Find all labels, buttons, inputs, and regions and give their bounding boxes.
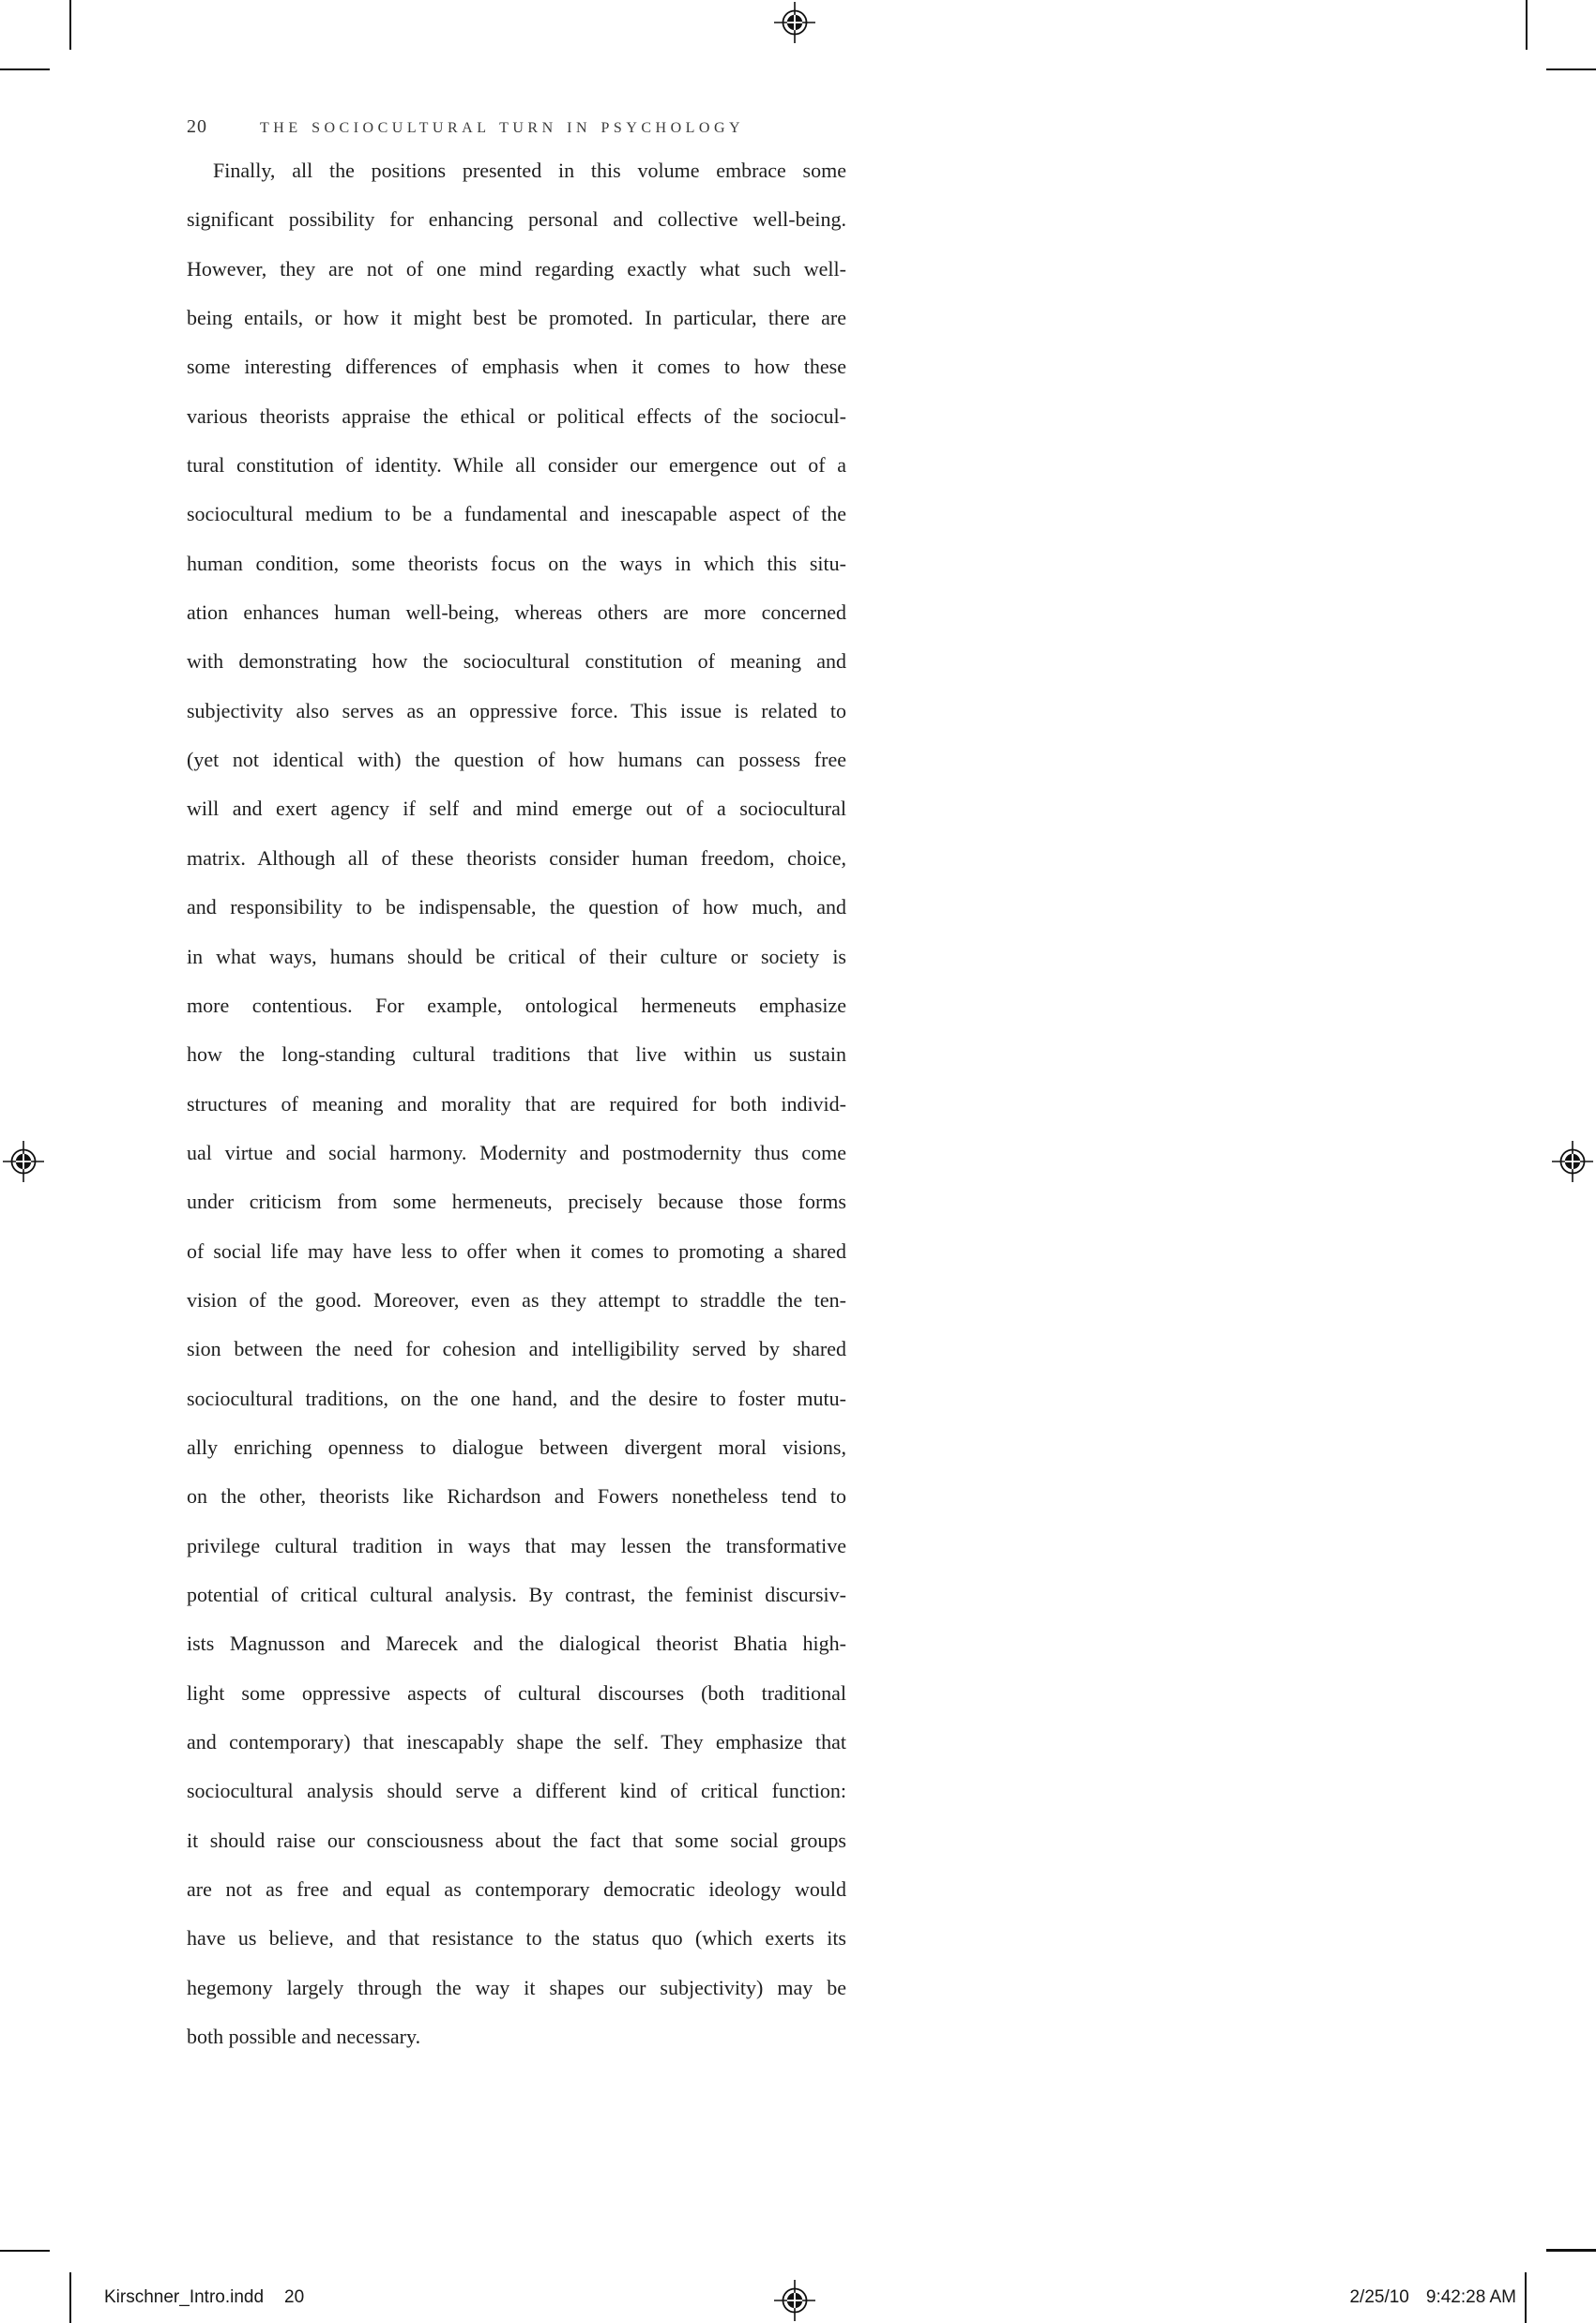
body-text-line: with demonstrating how the sociocultural constitution of meaning and [187,649,846,674]
body-text-line: ists Magnusson and Marecek and the dialogical theorist Bhatia high- [187,1632,846,1656]
body-text-line: significant possibility for enhancing personal and collective well-being. [187,207,846,232]
body-text-line: will and exert agency if self and mind emerge out of a sociocultural [187,797,846,821]
running-head-title: THE SOCIOCULTURAL TURN IN PSYCHOLOGY [260,120,745,136]
registration-target-icon [3,1141,44,1182]
page-number: 20 [187,116,207,137]
body-text-line: ual virtue and social harmony. Modernity and postmodernity thus come [187,1140,846,1164]
body-text-line: light some oppressive aspects of cultural discourses (both traditional [187,1680,846,1705]
body-text-line: how the long-standing cultural traditions that live within us sustain [187,1042,846,1067]
body-text-line: privilege cultural tradition in ways that may lessen the transformative [187,1533,846,1557]
crop-mark-bottom-right-horizontal [1546,2249,1596,2252]
body-text-line: Finally, all the positions presented in this volume embrace some [213,159,846,182]
body-text-line: hegemony largely through the way it shapes our subjectivity) may be [187,1975,846,1999]
registration-target-icon [774,2280,815,2321]
body-text-line: are not as free and equal as contemporary democratic ideology would [187,1877,846,1902]
body-text-line: sociocultural analysis should serve a different kind of critical function: [187,1779,846,1803]
body-text-line: under criticism from some hermeneuts, precisely because those forms [187,1190,846,1214]
registration-target-icon [774,2,815,43]
slug-timestamp [1349,2287,1516,2308]
slug-page-number: 20 [284,2287,305,2307]
body-text-line: and responsibility to be indispensable, the question of how much, and [187,895,846,919]
crop-mark-top-right-vertical [1526,0,1528,50]
body-text-line: ation enhances human well-being, whereas others are more concerned [187,600,846,625]
crop-mark-bottom-left-vertical [69,2272,71,2323]
body-text-line: However, they are not of one mind regarding exactly what such well- [187,256,846,281]
body-text-line: of social life may have less to offer when it comes to promoting a shared [187,1238,846,1263]
body-text-line: both possible and necessary. [187,2025,421,2049]
slug-date: 2/25/10 [1349,2287,1409,2307]
body-text-line: sociocultural medium to be a fundamental and inescapable aspect of the [187,502,846,526]
body-text-line: on the other, theorists like Richardson and Fowers nonetheless tend to [187,1484,846,1509]
crop-mark-top-left-horizontal [0,68,50,70]
body-text-line: (yet not identical with) the question of how humans can possess free [187,748,846,772]
crop-mark-top-left-vertical [69,0,71,50]
body-text-line: more contentious. For example, ontological hermeneuts emphasize [187,993,846,1017]
slug-time: 9:42:28 AM [1425,2287,1516,2307]
registration-target-icon [1552,1141,1593,1182]
body-text-line: in what ways, humans should be critical of their culture or society is [187,944,846,968]
body-text-line: tural constitution of identity. While all consider our emergence out of a [187,453,846,478]
body-text-block [187,146,846,2061]
body-text-line: and contemporary) that inescapably shape the self. They emphasize that [187,1730,846,1754]
body-text-line: subjectivity also serves as an oppressive force. This issue is related to [187,698,846,722]
slug-filename: Kirschner_Intro.indd [104,2287,265,2307]
crop-mark-top-right-horizontal [1546,68,1596,70]
crop-mark-bottom-left-horizontal [0,2250,50,2252]
crop-mark-bottom-right-vertical [1525,2272,1527,2323]
body-text-line: it should raise our consciousness about the fact that some social groups [187,1828,846,1852]
body-text-line: potential of critical cultural analysis. By contrast, the feminist discursiv- [187,1582,846,1606]
body-text-line: sociocultural traditions, on the one hand, and the desire to foster mutu- [187,1386,846,1410]
body-text-line: being entails, or how it might best be promoted. In particular, there are [187,306,846,330]
body-text-line: structures of meaning and morality that are required for both individ- [187,1091,846,1116]
running-head-row [187,116,744,138]
body-text-line: some interesting differences of emphasis when it comes to how these [187,355,846,379]
body-text-line: have us believe, and that resistance to the status quo (which exerts its [187,1926,846,1951]
body-text-line: human condition, some theorists focus on the ways in which this situ- [187,551,846,575]
body-text-line: matrix. Although all of these theorists consider human freedom, choice, [187,845,846,870]
body-text-line: vision of the good. Moreover, even as they attempt to straddle the ten- [187,1287,846,1312]
slug-file-info [104,2287,304,2308]
body-text-line: sion between the need for cohesion and intelligibility served by shared [187,1337,846,1361]
body-text-line: various theorists appraise the ethical or political effects of the sociocul- [187,403,846,428]
body-text-line: ally enriching openness to dialogue between divergent moral visions, [187,1435,846,1459]
